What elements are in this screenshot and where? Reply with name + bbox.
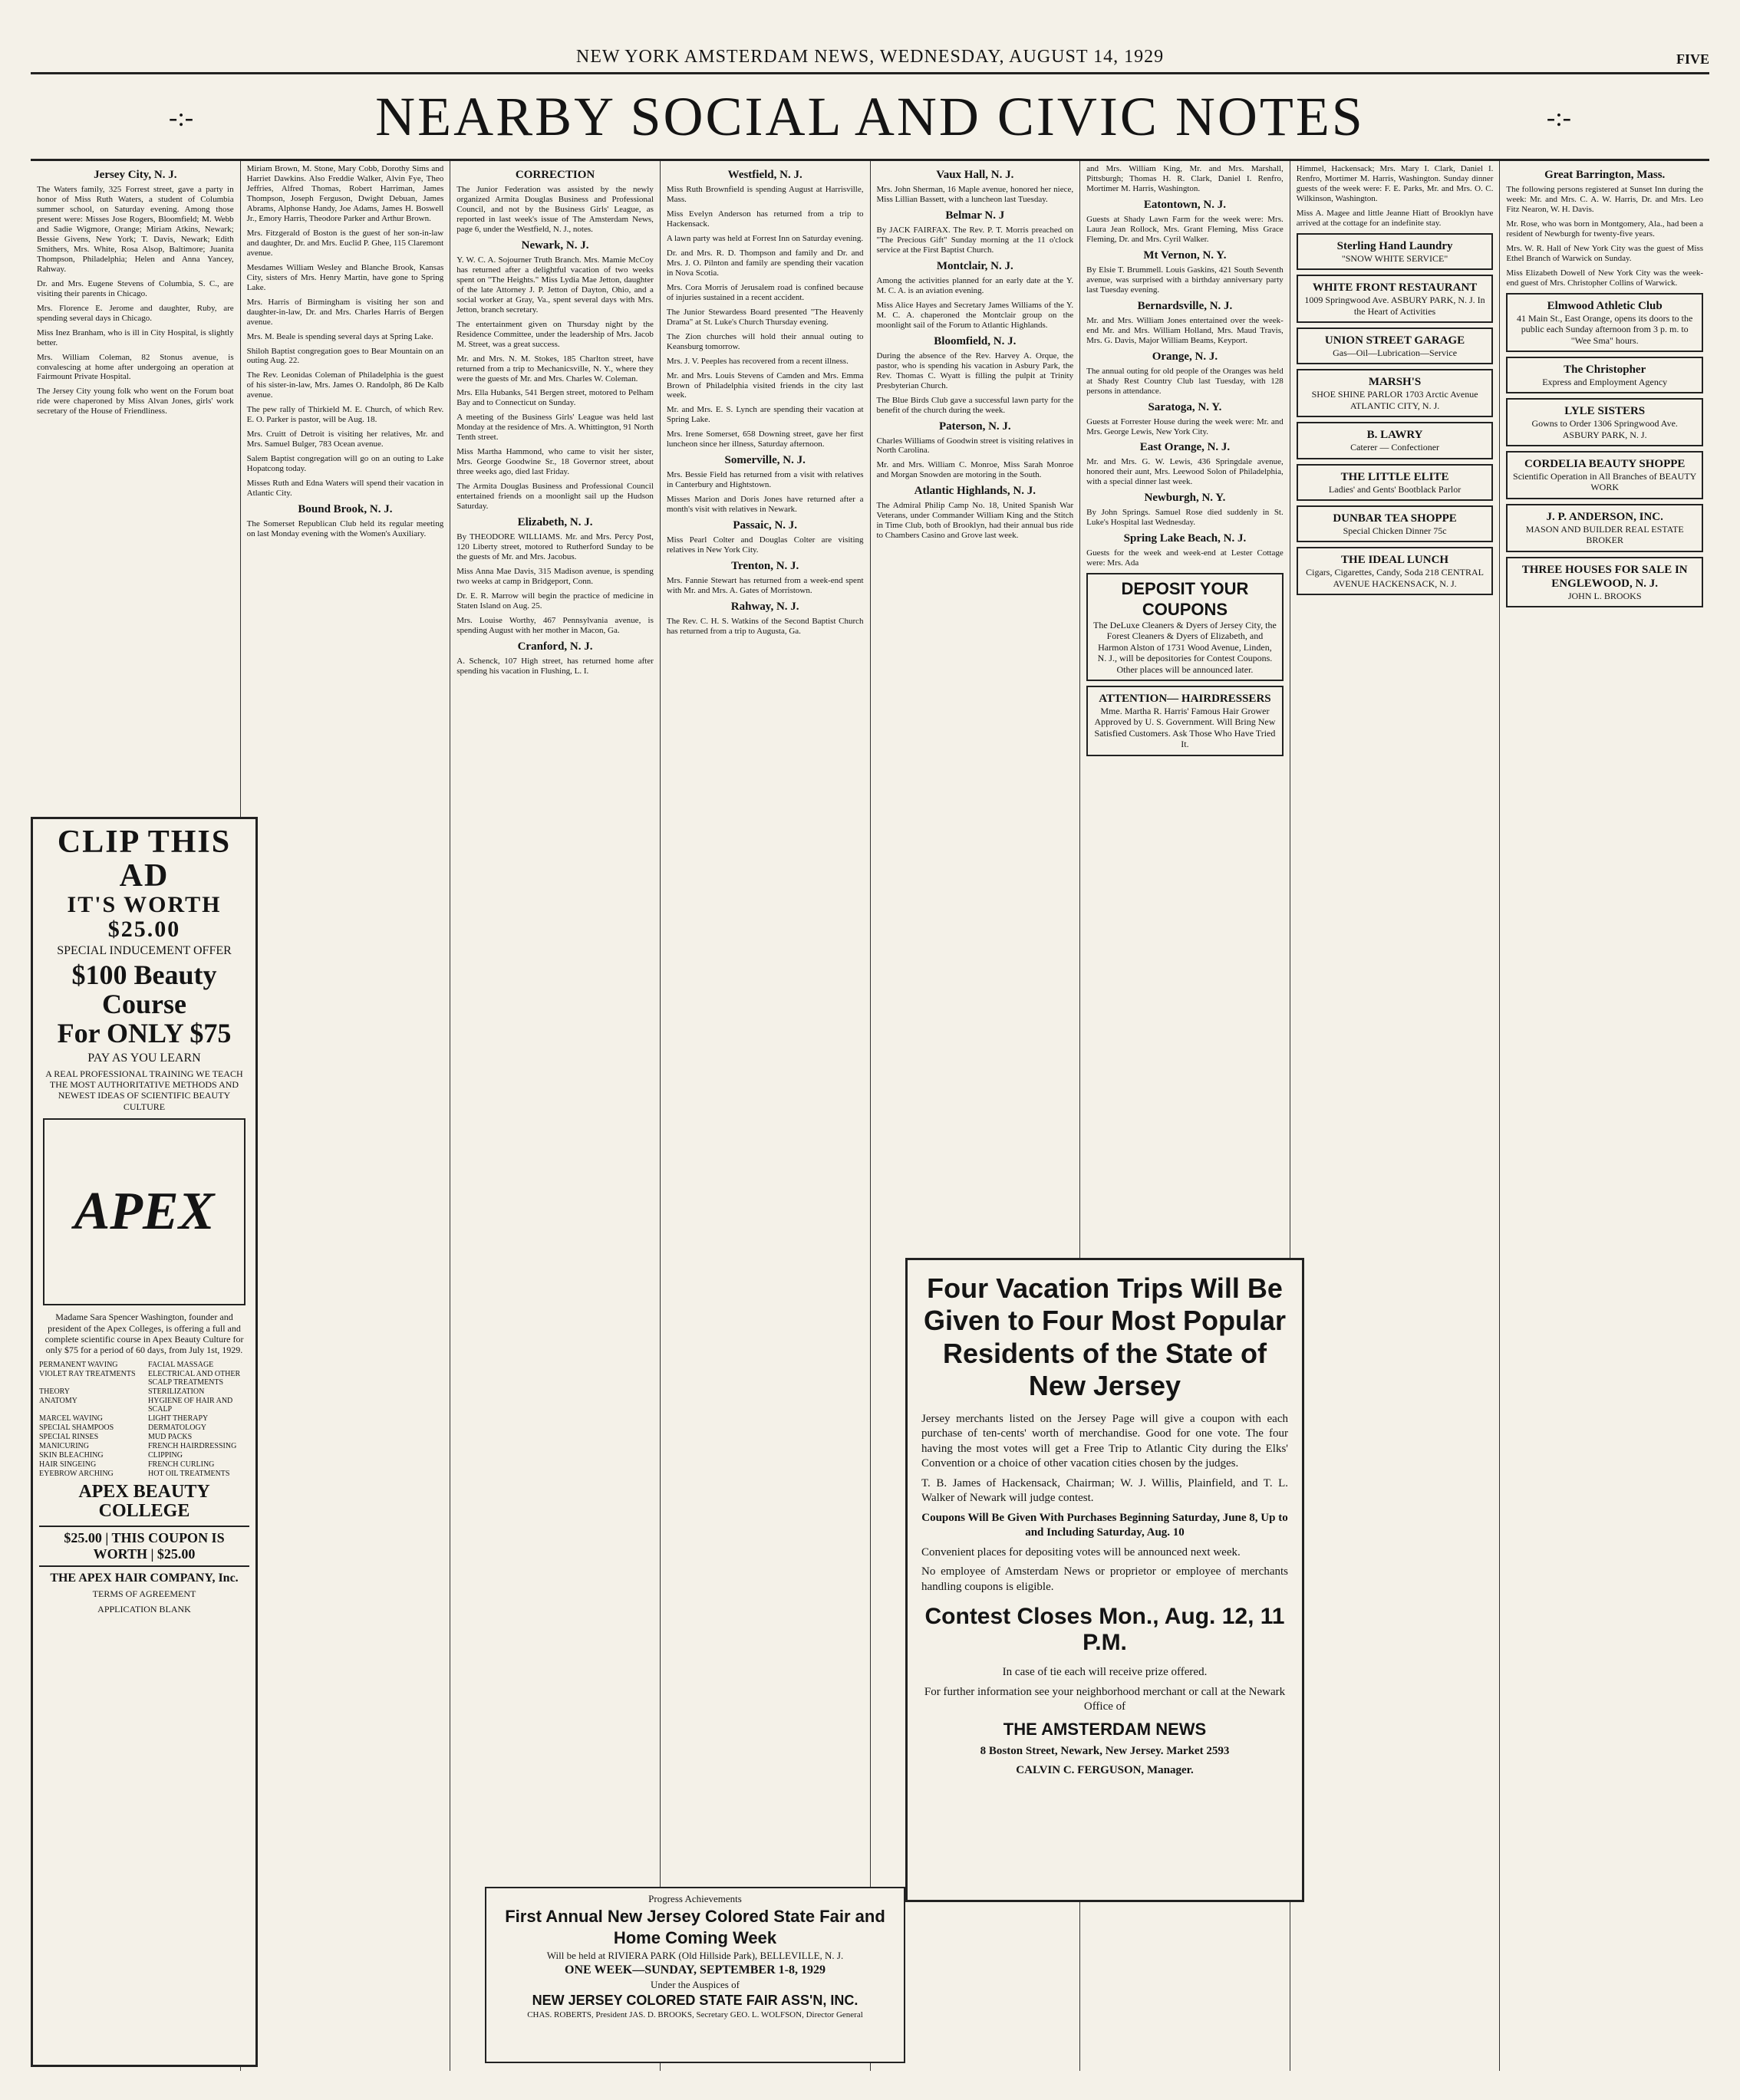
vacation-p4: Convenient places for depositing votes will be announced next week. bbox=[921, 1545, 1241, 1559]
page-header bbox=[31, 31, 1709, 74]
ad-whitefront bbox=[1297, 275, 1494, 323]
news-item: Charles Williams of Goodwin street is visiting relatives in North Carolina. bbox=[876, 436, 1074, 456]
apex-worth-line: IT'S WORTH $25.00 bbox=[67, 892, 222, 942]
news-item: Mrs. Harris of Birmingham is visiting her son and daughter-in-law, Dr. and Mrs. Charles Harris of Bergen avenue. bbox=[246, 297, 444, 327]
apex-subject: VIOLET RAY TREATMENTS bbox=[39, 1369, 136, 1378]
dateline-heading: CORRECTION bbox=[515, 169, 595, 181]
dateline-heading: Jersey City, N. J. bbox=[94, 169, 177, 181]
dateline-heading: Passaic, N. J. bbox=[733, 519, 798, 532]
news-item: Mr. and Mrs. N. M. Stokes, 185 Charlton street, have returned from a trip to Mechanicsville, N. Y., where they were the guests of Mr. and Mrs. Charles W. Coleman. bbox=[456, 354, 654, 383]
news-item: Miss A. Magee and little Jeanne Hiatt of Brooklyn have arrived at the cottage for an indefinite stay. bbox=[1296, 208, 1494, 228]
news-item: By Elsie T. Brummell. Louis Gaskins, 421 South Seventh avenue, was surprised with a birthday anniversary party last Tuesday evening. bbox=[1086, 265, 1284, 295]
section-banner bbox=[31, 74, 1709, 161]
apex-subject: THEORY bbox=[39, 1387, 70, 1396]
news-item: Mrs. Bessie Field has returned from a visit with relatives in Canterbury and Hightstown. bbox=[666, 470, 864, 490]
vacation-p7: For further information see your neighborhood merchant or call at the Newark Office of bbox=[924, 1685, 1286, 1713]
vacation-addr: 8 Boston Street, Newark, New Jersey. Market 2593 bbox=[980, 1744, 1230, 1757]
ad-title: Sterling Hand Laundry bbox=[1336, 239, 1453, 252]
news-item: Dr. and Mrs. Eugene Stevens of Columbia, S. C., are visiting their parents in Chicago. bbox=[37, 278, 234, 298]
dateline-heading: Bloomfield, N. J. bbox=[934, 334, 1017, 347]
news-item: Mrs. Louise Worthy, 467 Pennsylvania avenue, is spending August with her mother in Macon, Ga. bbox=[456, 615, 654, 635]
news-item: Dr. E. R. Marrow will begin the practice of medicine in Staten Island on Aug. 25. bbox=[456, 591, 654, 611]
news-item: Salem Baptist congregation will go on an outing to Lake Hopatcong today. bbox=[246, 454, 444, 474]
dateline-heading: Bound Brook, N. J. bbox=[298, 503, 393, 516]
dateline-heading: Somerville, N. J. bbox=[724, 454, 806, 467]
dateline-heading: Newburgh, N. Y. bbox=[1144, 492, 1226, 505]
vacation-contest-ad bbox=[905, 1258, 1304, 1902]
apex-training: A REAL PROFESSIONAL TRAINING WE TEACH THE MOST AUTHORITATIVE METHODS AND NEWEST IDEAS OF SCIENTIFIC BEAUTY CULTURE bbox=[45, 1068, 243, 1112]
vacation-p1: Jersey merchants listed on the Jersey Page will give a coupon with each purchase of ten-cents' worth of merchandise. Good for one vote. The four having the most votes will get a Free Trip to Atlantic City during the Elks' Convention or a choice of other vacation cities chosen by the judges. bbox=[921, 1412, 1288, 1470]
dateline-heading: Newark, N. J. bbox=[521, 239, 589, 252]
ad-lunch bbox=[1297, 547, 1494, 595]
news-item: The following persons registered at Sunset Inn during the week: Mr. and Mrs. C. A. W. Harris, Dr. and Mrs. Leo Fitz Nearon, W. H. Davis. bbox=[1506, 185, 1703, 214]
ad-body: JOHN L. BROOKS bbox=[1567, 590, 1642, 601]
news-item: Mrs. J. V. Peeples has recovered from a recent illness. bbox=[666, 356, 849, 366]
dateline-heading: Westfield, N. J. bbox=[727, 169, 802, 181]
state-fair-ad bbox=[485, 1887, 905, 2063]
ad-lyle bbox=[1506, 398, 1703, 446]
column-8 bbox=[1499, 161, 1709, 2071]
news-item: The Rev. Leonidas Coleman of Philadelphia is the guest of his sister-in-law, Mrs. James O. Randolph, 86 De Kalb avenue. bbox=[246, 370, 444, 400]
ad-body: Ladies' and Gents' Bootblack Parlor bbox=[1328, 483, 1462, 495]
news-item: Mr. Rose, who was born in Montgomery, Ala., had been a resident of Newburgh for twenty-five years. bbox=[1506, 219, 1703, 239]
apex-pay: PAY AS YOU LEARN bbox=[87, 1051, 201, 1065]
ornament-left: -:- bbox=[169, 104, 194, 132]
ad-hairdressers bbox=[1086, 686, 1284, 756]
ad-laundry bbox=[1297, 233, 1494, 270]
news-item: Mrs. Fannie Stewart has returned from a week-end spent with Mr. and Mrs. A. Gates of Morristown. bbox=[666, 576, 864, 596]
news-item: Dr. and Mrs. R. D. Thompson and family and Dr. and Mrs. J. O. Pilnton and family are spending their vacation in Nova Scotia. bbox=[666, 248, 864, 278]
news-item: By John Springs. Samuel Rose died suddenly in St. Luke's Hospital last Wednesday. bbox=[1086, 508, 1284, 528]
news-item: Mr. and Mrs. Louis Stevens of Camden and Mrs. Emma Brown of Philadelphia visited friends in the city last week. bbox=[666, 370, 864, 400]
ad-title: Elmwood Athletic Club bbox=[1547, 299, 1663, 312]
vacation-mgr: CALVIN C. FERGUSON, Manager. bbox=[1016, 1764, 1194, 1777]
news-item: Miss Anna Mae Davis, 315 Madison avenue, is spending two weeks at camp in Bridgeport, Conn. bbox=[456, 567, 654, 586]
news-item: The Junior Stewardess Board presented "The Heavenly Drama" at St. Luke's Church Thursday evening. bbox=[666, 307, 864, 327]
news-item: Mesdames William Wesley and Blanche Brook, Kansas City, sisters of Mrs. Henry Martin, have gone to Spring Lake. bbox=[246, 262, 444, 292]
apex-subject: MANICURING bbox=[39, 1441, 89, 1450]
news-item: The Somerset Republican Club held its regular meeting on last Monday evening with the Women's Auxiliary. bbox=[246, 519, 444, 539]
ad-body: Scientific Operation in All Branches of BEAUTY WORK bbox=[1513, 471, 1697, 493]
dateline-heading: Eatontown, N. J. bbox=[1143, 198, 1226, 211]
dateline-heading: Paterson, N. J. bbox=[938, 420, 1011, 433]
news-item: The entertainment given on Thursday night by the Residence Committee, under the leadership of Mrs. Jacob M. Street, was a great success. bbox=[456, 319, 654, 349]
news-item: Mrs. W. R. Hall of New York City was the guest of Miss Ethel Branch of Warwick on Sunday. bbox=[1506, 243, 1703, 263]
ad-title: B. LAWRY bbox=[1366, 429, 1423, 442]
apex-subject: CLIPPING bbox=[148, 1450, 183, 1460]
fair-officers: CHAS. ROBERTS, President JAS. D. BROOKS, Secretary GEO. L. WOLFSON, Director General bbox=[527, 2010, 863, 2020]
news-item: Mrs. Fitzgerald of Boston is the guest of her son-in-law and daughter, Dr. and Mrs. Euclid P. Ghee, 115 Claremont avenue. bbox=[246, 228, 444, 258]
apex-subject: EYEBROW ARCHING bbox=[39, 1469, 114, 1478]
column-4 bbox=[660, 161, 870, 2071]
ad-title: LYLE SISTERS bbox=[1564, 405, 1646, 418]
dateline-heading: Vaux Hall, N. J. bbox=[936, 169, 1014, 181]
dateline-heading: Orange, N. J. bbox=[1152, 350, 1218, 363]
ad-title: THE IDEAL LUNCH bbox=[1341, 554, 1449, 567]
apex-subject: SKIN BLEACHING bbox=[39, 1450, 104, 1460]
ad-body: MASON AND BUILDER REAL ESTATE BROKER bbox=[1525, 523, 1684, 546]
ad-title: CORDELIA BEAUTY SHOPPE bbox=[1524, 458, 1686, 471]
dateline-heading: Great Barrington, Mass. bbox=[1544, 169, 1666, 181]
ad-title: THREE HOUSES FOR SALE IN ENGLEWOOD, N. J. bbox=[1521, 563, 1688, 590]
news-item: Mr. and Mrs. G. W. Lewis, 436 Springdale avenue, honored their aunt, Mrs. Leewood Solon of Philadelphia, with a special dinner last week. bbox=[1086, 457, 1284, 487]
news-item: A lawn party was held at Forrest Inn on Saturday evening. bbox=[666, 233, 864, 243]
news-item: Miss Evelyn Anderson has returned from a trip to Hackensack. bbox=[666, 209, 864, 229]
news-item: The Rev. C. H. S. Watkins of the Second Baptist Church has returned from a trip to Augusta, Ga. bbox=[666, 617, 864, 637]
apex-logo-icon: APEX bbox=[43, 1118, 246, 1305]
fair-top: Progress Achievements bbox=[648, 1893, 742, 1904]
vacation-p5: No employee of Amsterdam News or proprietor or employee of merchants handling coupons is eligible. bbox=[921, 1565, 1288, 1593]
news-item: Mrs. John Sherman, 16 Maple avenue, honored her niece, Miss Lillian Bassett, with a luncheon last Tuesday. bbox=[876, 185, 1074, 204]
column-3 bbox=[450, 161, 660, 2071]
news-item: The annual outing for old people of the Oranges was held at Shady Rest Country Club last Tuesday, with 128 persons in attendance. bbox=[1086, 366, 1284, 396]
news-item: Mrs. Irene Somerset, 658 Downing street, gave her first luncheon since her illness, Saturday afternoon. bbox=[666, 430, 864, 449]
dateline-heading: Montclair, N. J. bbox=[936, 259, 1013, 272]
header-masthead: NEW YORK AMSTERDAM NEWS, WEDNESDAY, AUGUST 14, 1929 bbox=[575, 47, 1165, 67]
apex-company: THE APEX HAIR COMPANY, Inc. bbox=[50, 1572, 239, 1585]
apex-course: $100 Beauty Course bbox=[71, 959, 217, 1019]
news-item: Among the activities planned for an early date at the Y. M. C. A. is an aviation evening. bbox=[876, 275, 1074, 295]
news-item: Miss Alice Hayes and Secretary James Williams of the Y. M. C. A. chaperoned the Montclair group on the moonlight sail of the Forum to Atlantic Highlands. bbox=[876, 300, 1074, 330]
news-item: By THEODORE WILLIAMS. Mr. and Mrs. Percy Post, 120 Liberty street, motored to Rutherford Sunday to be the guests of Mr. and Mrs. Jacobus. bbox=[456, 532, 654, 562]
ad-body: 1009 Springwood Ave. ASBURY PARK, N. J. In the Heart of Activities bbox=[1304, 295, 1485, 317]
news-item: Miss Inez Branham, who is ill in City Hospital, is slightly better. bbox=[37, 328, 234, 347]
fair-auspices: Under the Auspices of bbox=[651, 1978, 740, 1990]
dateline-heading: Atlantic Highlands, N. J. bbox=[914, 485, 1036, 498]
news-item: The Admiral Philip Camp No. 18, United Spanish War Veterans, under Commander William King and the Stitch in Time Club, both of Brooklyn, had their annual bus ride to Chambers Casino and Grove last week. bbox=[876, 501, 1074, 541]
apex-application: APPLICATION BLANK bbox=[97, 1604, 191, 1615]
ad-body: Gas—Oil—Lubrication—Service bbox=[1333, 347, 1458, 358]
news-item: Miss Elizabeth Dowell of New York City was the week-end guest of Mrs. Christopher Collins of Warwick. bbox=[1506, 268, 1703, 288]
ad-elmwood bbox=[1506, 293, 1703, 352]
news-item: Himmel, Hackensack; Mrs. Mary I. Clark, Daniel I. Renfro, Mortimer M. Harris, Washington. Sunday dinner guests of the week were: F. E. Parks, Mr. and Mrs. O. C. Wilkinson, Washington. bbox=[1296, 164, 1494, 203]
apex-subject: FRENCH CURLING bbox=[148, 1460, 215, 1469]
apex-subject: PERMANENT WAVING bbox=[39, 1360, 118, 1369]
column-7 bbox=[1290, 161, 1500, 2071]
apex-subject: DERMATOLOGY bbox=[148, 1423, 206, 1432]
news-item: Mr. and Mrs. William C. Monroe, Miss Sarah Monroe and Morgan Snowden are motoring in the South. bbox=[876, 460, 1074, 480]
news-item: Guests for the week and week-end at Lester Cottage were: Mrs. Ada bbox=[1086, 548, 1284, 568]
news-item: Guests at Forrester House during the week were: Mr. and Mrs. George Lewis, New York City. bbox=[1086, 416, 1284, 436]
apex-subject: HYGIENE OF HAIR AND SCALP bbox=[148, 1396, 233, 1414]
apex-subject: LIGHT THERAPY bbox=[148, 1414, 209, 1423]
news-item: and Mrs. William King, Mr. and Mrs. Marshall, Pittsburgh; Thomas H. R. Clark, Daniel I. Renfro, Mortimer M. Harris, Washington. bbox=[1086, 164, 1284, 193]
news-item: The Junior Federation was assisted by the newly organized Armita Douglas Business and Professional Council, and not by the Business Girls' League, as reported in last week's issue of The Amsterdam News, page 6, under the Westfield, N. J., notes. bbox=[456, 185, 654, 234]
section-title: NEARBY SOCIAL AND CIVIC NOTES bbox=[375, 85, 1365, 147]
apex-subject: HOT OIL TREATMENTS bbox=[148, 1469, 230, 1478]
news-item: Mrs. Florence E. Jerome and daughter, Ruby, are spending several days in Chicago. bbox=[37, 303, 234, 323]
apex-college-name: APEX BEAUTY COLLEGE bbox=[78, 1481, 210, 1521]
news-item: A meeting of the Business Girls' League was held last Monday at the residence of Mrs. A. Whittington, 91 North Tenth street. bbox=[456, 413, 654, 443]
news-item: Miss Pearl Colter and Douglas Colter are visiting relatives in New York City. bbox=[666, 535, 864, 555]
ad-body: Gowns to Order 1306 Springwood Ave. ASBURY PARK, N. J. bbox=[1531, 418, 1678, 440]
ad-body: Express and Employment Agency bbox=[1542, 376, 1668, 387]
news-item: The Zion churches will hold their annual outing to Keansburg tomorrow. bbox=[666, 331, 864, 351]
apex-subject: SPECIAL SHAMPOOS bbox=[39, 1423, 114, 1432]
apex-terms: TERMS OF AGREEMENT bbox=[92, 1588, 196, 1600]
ad-cordelia bbox=[1506, 451, 1703, 499]
ad-dunbar bbox=[1297, 505, 1494, 542]
news-item: The Blue Birds Club gave a successful lawn party for the benefit of the church during the week. bbox=[876, 395, 1074, 415]
article-columns bbox=[31, 161, 1709, 2071]
news-item: Mrs. M. Beale is spending several days at Spring Lake. bbox=[246, 331, 433, 341]
newspaper-page bbox=[31, 31, 1709, 2071]
dateline-heading: Spring Lake Beach, N. J. bbox=[1123, 532, 1247, 545]
fair-association: NEW JERSEY COLORED STATE FAIR ASS'N, INC. bbox=[532, 1992, 858, 2008]
ornament-right: -:- bbox=[1546, 104, 1571, 132]
apex-subject: MUD PACKS bbox=[148, 1432, 193, 1441]
ad-title: DUNBAR TEA SHOPPE bbox=[1333, 512, 1457, 525]
fair-week: ONE WEEK—SUNDAY, SEPTEMBER 1-8, 1929 bbox=[565, 1963, 826, 1977]
ad-houses bbox=[1506, 557, 1703, 607]
news-item: Miriam Brown, M. Stone, Mary Cobb, Dorothy Sims and Harriet Dawkins. Also Freddie Walker, Alvin Fye, Theo Jeffries, Alfred Thomas, Robert Harriman, James Thompson, Joseph Ferguson, Dwight Debuan, James Abrams, Alphonse Handy, Joe Adams, James H. Boswell Jr., Emory Harris, Theodore Parker and Arthur Brown. bbox=[246, 164, 444, 223]
apex-clip-line: CLIP THIS AD bbox=[57, 825, 232, 894]
ad-lawry bbox=[1297, 422, 1494, 459]
ad-title: THE LITTLE ELITE bbox=[1340, 470, 1449, 483]
apex-offer: SPECIAL INDUCEMENT OFFER bbox=[57, 944, 232, 958]
news-item: Y. W. C. A. Sojourner Truth Branch. Mrs. Mamie McCoy has returned after a delightful vacation of two weeks spent on "The Heights." Miss Lydia Mae Jetton, daughter of the late Attorney J. P. Jetton of Dayton, Ohio, and a social worker at Gray, Va., spent several days with Mrs. Jetton, branch secretary. bbox=[456, 255, 654, 314]
news-item: Mrs. Ella Hubanks, 541 Bergen street, motored to Pelham Bay and to Connecticut on Sunday. bbox=[456, 388, 654, 408]
news-item: Mrs. Cora Morris of Jerusalem road is confined because of injuries sustained in a recent accident. bbox=[666, 282, 864, 302]
ad-marsh bbox=[1297, 369, 1494, 417]
ad-christopher bbox=[1506, 357, 1703, 393]
ad-title: The Christopher bbox=[1564, 363, 1646, 376]
news-item: Miss Ruth Brownfield is spending August at Harrisville, Mass. bbox=[666, 185, 864, 204]
news-item: The Armita Douglas Business and Professional Council entertained friends on a moonlight sail up the Hudson Saturday. bbox=[456, 482, 654, 512]
apex-subject: ELECTRICAL AND OTHER SCALP TREATMENTS bbox=[148, 1369, 241, 1387]
vacation-paper: THE AMSTERDAM NEWS bbox=[1003, 1719, 1207, 1739]
apex-price: For ONLY $75 bbox=[57, 1017, 232, 1048]
ad-body: Cigars, Cigarettes, Candy, Soda 218 CENTRAL AVENUE HACKENSACK, N. J. bbox=[1306, 567, 1484, 589]
ad-title: DEPOSIT YOUR COUPONS bbox=[1121, 579, 1249, 619]
news-item: Mr. and Mrs. E. S. Lynch are spending their vacation at Spring Lake. bbox=[666, 405, 864, 425]
ad-elite bbox=[1297, 464, 1494, 501]
fair-place: Will be held at RIVIERA PARK (Old Hillside Park), BELLEVILLE, N. J. bbox=[546, 1950, 844, 1962]
ad-title: MARSH'S bbox=[1368, 376, 1422, 389]
dateline-heading: Rahway, N. J. bbox=[730, 601, 799, 614]
apex-subject: MARCEL WAVING bbox=[39, 1414, 103, 1423]
news-item: The Waters family, 325 Forrest street, gave a party in honor of Miss Ruth Waters, a student of Columbia summer school, on Saturday evening. Among those present were: Misses Jose Rogers, Bloomfield; M. Webb and Sadie Wigmore, Orange; Miriam Atkins, Newark; Bessie Givens, New York; T. Davis, Newark; Edith Smithers, Mrs. White, Rosa Alsop, Baltimore; Juanita Thompson, Philadelphia; Helen and Anna Yancey, Rahway. bbox=[37, 185, 234, 274]
page-number: FIVE bbox=[1676, 51, 1709, 67]
news-item: Shiloh Baptist congregation goes to Bear Mountain on an outing Aug. 22. bbox=[246, 346, 444, 366]
ad-body: The DeLuxe Cleaners & Dyers of Jersey City, the Forest Cleaners & Dyers of Elizabeth, and Harmon Alston of 1731 Wood Avenue, Linden, N. J., will be depositories for Contest Coupons. Other places will be announced later. bbox=[1093, 620, 1277, 675]
news-item: Guests at Shady Lawn Farm for the week were: Mrs. Laura Jean Rollock, Mrs. Grant Fleming, Miss Grace Fleming, Dr. and Mrs. Cyril Walker. bbox=[1086, 214, 1284, 244]
vacation-p3: Coupons Will Be Given With Purchases Beginning Saturday, June 8, Up to and Including Saturday, Aug. 10 bbox=[921, 1511, 1288, 1539]
apex-subject: FACIAL MASSAGE bbox=[148, 1360, 214, 1369]
dateline-heading: Mt Vernon, N. Y. bbox=[1143, 249, 1227, 262]
news-item: Mr. and Mrs. William Jones entertained over the week-end Mr. and Mrs. William Holland, Mrs. Maud Travis, Mrs. G. Davis, Major William Beams, Keyport. bbox=[1086, 315, 1284, 345]
news-item: A. Schenck, 107 High street, has returned home after spending his vacation in Flushing, L. I. bbox=[456, 656, 654, 676]
fair-title: First Annual New Jersey Colored State Fair and Home Coming Week bbox=[505, 1906, 885, 1948]
news-item: Mrs. Cruitt of Detroit is visiting her relatives, Mr. and Mrs. Samuel Bulger, 783 Ocean avenue. bbox=[246, 430, 444, 449]
dateline-heading: Elizabeth, N. J. bbox=[517, 516, 593, 529]
ad-title: UNION STREET GARAGE bbox=[1324, 334, 1465, 347]
ad-title: WHITE FRONT RESTAURANT bbox=[1312, 281, 1478, 295]
ad-body: 41 Main St., East Orange, opens its doors to the public each Sunday afternoon from 3 p. m. to "Wee Sma" hours. bbox=[1517, 312, 1693, 346]
dateline-heading: Cranford, N. J. bbox=[517, 640, 593, 653]
apex-coupon[interactable]: $25.00 | THIS COUPON IS WORTH | $25.00 bbox=[39, 1526, 249, 1567]
dateline-heading: Saratoga, N. Y. bbox=[1148, 400, 1222, 413]
ad-title: J. P. ANDERSON, INC. bbox=[1546, 510, 1663, 523]
news-item: The Jersey City young folk who went on the Forum boat ride were chaperoned by Miss Alvan Jones, girls' work secretary of the House of Friendliness. bbox=[37, 387, 234, 416]
apex-subject: STERILIZATION bbox=[148, 1387, 205, 1396]
news-item: Misses Marion and Doris Jones have returned after a month's visit with relatives in Newark. bbox=[666, 495, 864, 515]
vacation-p2: T. B. James of Hackensack, Chairman; W. J. Willis, Plainfield, and T. L. Walker of Newark will judge contest. bbox=[921, 1476, 1288, 1505]
apex-subject-list bbox=[39, 1361, 249, 1478]
ad-body: "SNOW WHITE SERVICE" bbox=[1341, 252, 1448, 264]
ad-title: ATTENTION— HAIRDRESSERS bbox=[1099, 692, 1271, 705]
vacation-closes: Contest Closes Mon., Aug. 12, 11 P.M. bbox=[924, 1604, 1285, 1656]
dateline-heading: Belmar N. J bbox=[945, 209, 1005, 222]
news-item: Misses Ruth and Edna Waters will spend their vacation in Atlantic City. bbox=[246, 479, 444, 499]
column-2 bbox=[240, 161, 450, 2071]
ad-anderson bbox=[1506, 504, 1703, 552]
apex-subject: SPECIAL RINSES bbox=[39, 1432, 99, 1441]
dateline-heading: Trenton, N. J. bbox=[731, 560, 799, 573]
apex-subject: FRENCH HAIRDRESSING bbox=[148, 1441, 237, 1450]
ad-body: Special Chicken Dinner 75c bbox=[1343, 525, 1447, 536]
news-item: By JACK FAIRFAX. The Rev. P. T. Morris preached on "The Precious Gift" Sunday morning at the 11 o'clock service at the First Baptist Church. bbox=[876, 225, 1074, 255]
ad-garage bbox=[1297, 328, 1494, 364]
ad-deposit bbox=[1086, 573, 1284, 681]
vacation-title: Four Vacation Trips Will Be Given to Four Most Popular Residents of the State of New Jersey bbox=[923, 1272, 1286, 1402]
apex-subject: HAIR SINGEING bbox=[39, 1460, 97, 1469]
news-item: Miss Martha Hammond, who came to visit her sister, Mrs. George Goodwine Sr., 18 Governor street, about three weeks ago, died last Friday. bbox=[456, 447, 654, 477]
ad-body: SHOE SHINE PARLOR 1703 Arctic Avenue ATLANTIC CITY, N. J. bbox=[1311, 389, 1478, 411]
dateline-heading: Bernardsville, N. J. bbox=[1137, 299, 1233, 312]
apex-subject: ANATOMY bbox=[39, 1396, 77, 1405]
ad-body: Caterer — Confectioner bbox=[1350, 442, 1440, 453]
news-item: Mrs. William Coleman, 82 Stonus avenue, is convalescing at home after undergoing an operation at Fairmount Private Hospital. bbox=[37, 352, 234, 382]
vacation-p6: In case of tie each will receive prize offered. bbox=[1002, 1666, 1208, 1679]
dateline-heading: East Orange, N. J. bbox=[1139, 441, 1231, 454]
ad-body: Mme. Martha R. Harris' Famous Hair Grower Approved by U. S. Government. Will Bring New Satisfied Customers. Ask Those Who Have Tried It. bbox=[1094, 705, 1276, 750]
apex-beauty-ad bbox=[31, 817, 258, 2067]
news-item: The pew rally of Thirkield M. E. Church, of which Rev. E. O. Parker is pastor, will be Aug. 18. bbox=[246, 405, 444, 425]
apex-intro: Madame Sara Spencer Washington, founder and president of the Apex Colleges, is offering a full and complete scientific course in Apex Beauty Culture for only $75 for a period of 60 days, from July 1st, 1929. bbox=[44, 1312, 244, 1356]
news-item: During the absence of the Rev. Harvey A. Orque, the pastor, who is spending his vacation in Asbury Park, the Rev. Thomas C. Wyatt is filling the pulpit at Trinity Presbyterian Church. bbox=[876, 351, 1074, 390]
